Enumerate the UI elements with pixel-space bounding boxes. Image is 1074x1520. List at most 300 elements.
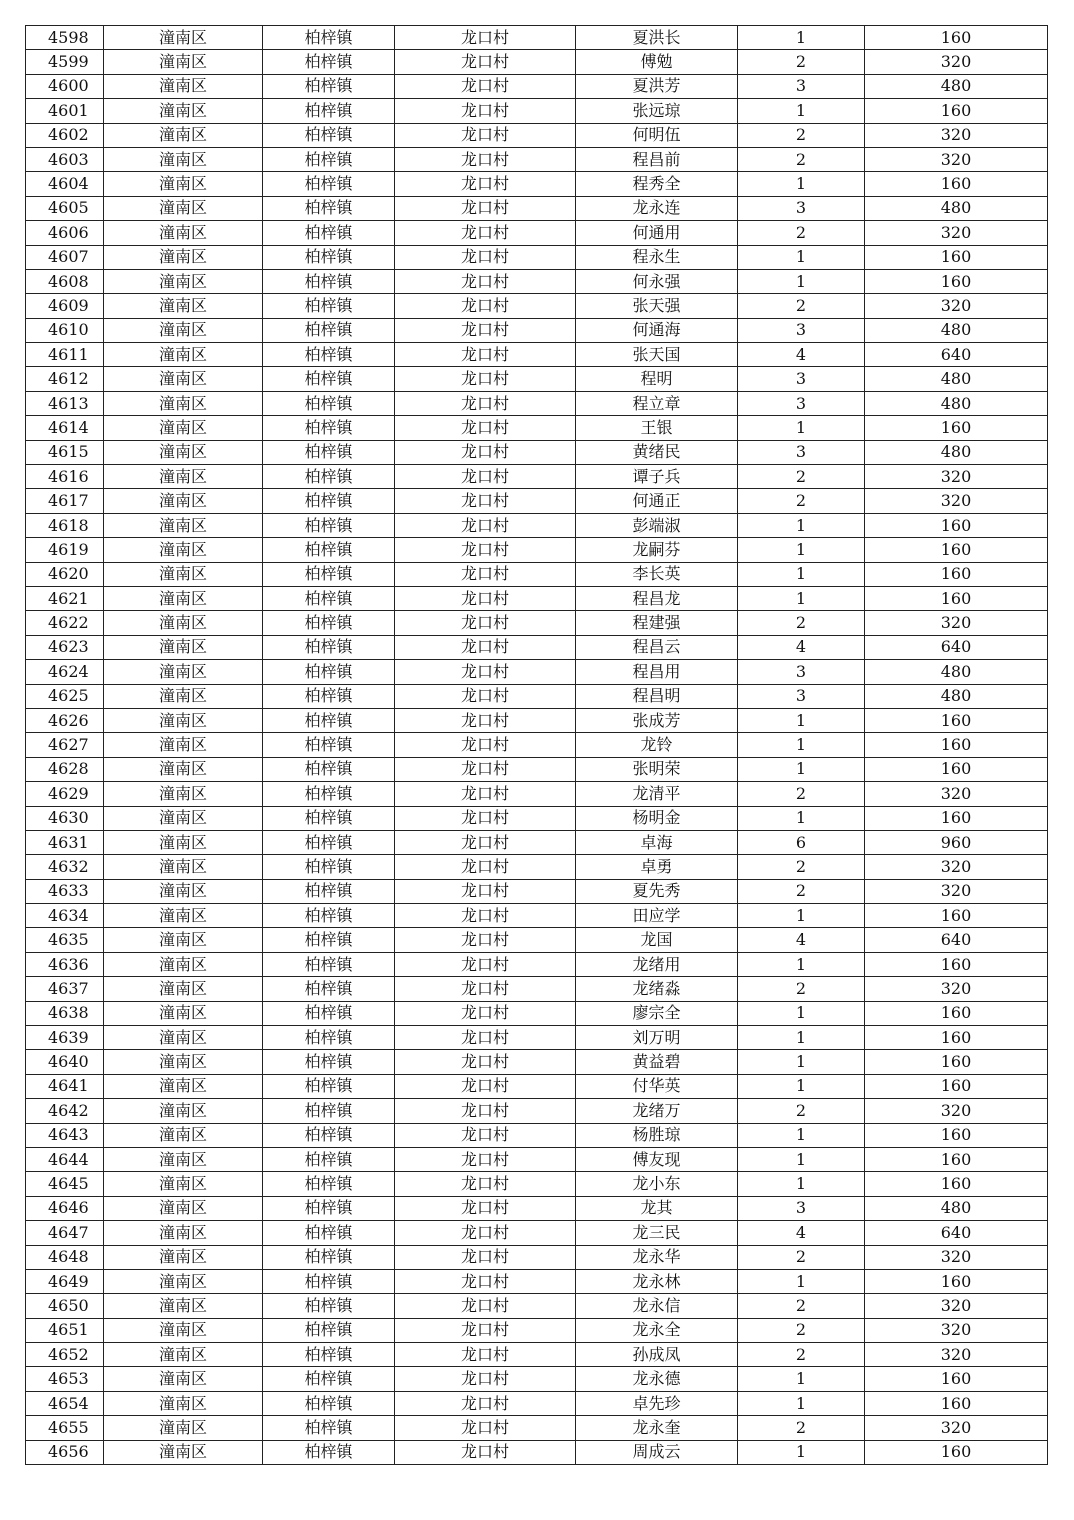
cell-town: 柏梓镇 xyxy=(263,562,395,586)
cell-count: 1 xyxy=(738,1269,865,1293)
table-row xyxy=(26,465,1048,489)
cell-town: 柏梓镇 xyxy=(263,806,395,830)
cell-name: 付华英 xyxy=(576,1074,738,1098)
cell-count: 1 xyxy=(738,1123,865,1147)
table-row xyxy=(26,221,1048,245)
cell-count: 2 xyxy=(738,147,865,171)
cell-town: 柏梓镇 xyxy=(263,465,395,489)
cell-id: 4639 xyxy=(26,1026,104,1050)
cell-count: 2 xyxy=(738,1318,865,1342)
cell-count: 1 xyxy=(738,172,865,196)
cell-district: 潼南区 xyxy=(104,806,263,830)
cell-village: 龙口村 xyxy=(395,1367,576,1391)
table-row xyxy=(26,1416,1048,1440)
cell-town: 柏梓镇 xyxy=(263,757,395,781)
cell-name: 何通海 xyxy=(576,318,738,342)
cell-village: 龙口村 xyxy=(395,1074,576,1098)
cell-id: 4642 xyxy=(26,1099,104,1123)
cell-amount: 320 xyxy=(865,147,1048,171)
cell-amount: 160 xyxy=(865,172,1048,196)
cell-id: 4625 xyxy=(26,684,104,708)
cell-count: 6 xyxy=(738,830,865,854)
cell-name: 程永生 xyxy=(576,245,738,269)
cell-town: 柏梓镇 xyxy=(263,1001,395,1025)
cell-name: 卓先珍 xyxy=(576,1391,738,1415)
cell-id: 4604 xyxy=(26,172,104,196)
cell-amount: 320 xyxy=(865,294,1048,318)
cell-district: 潼南区 xyxy=(104,1367,263,1391)
cell-district: 潼南区 xyxy=(104,635,263,659)
cell-town: 柏梓镇 xyxy=(263,1221,395,1245)
cell-amount: 480 xyxy=(865,367,1048,391)
cell-district: 潼南区 xyxy=(104,952,263,976)
cell-id: 4651 xyxy=(26,1318,104,1342)
cell-town: 柏梓镇 xyxy=(263,708,395,732)
table-row xyxy=(26,1099,1048,1123)
cell-count: 3 xyxy=(738,684,865,708)
cell-amount: 160 xyxy=(865,904,1048,928)
cell-village: 龙口村 xyxy=(395,586,576,610)
table-row xyxy=(26,635,1048,659)
cell-town: 柏梓镇 xyxy=(263,635,395,659)
cell-district: 潼南区 xyxy=(104,1123,263,1147)
cell-id: 4616 xyxy=(26,465,104,489)
cell-id: 4618 xyxy=(26,513,104,537)
cell-count: 2 xyxy=(738,977,865,1001)
cell-id: 4653 xyxy=(26,1367,104,1391)
cell-amount: 160 xyxy=(865,1074,1048,1098)
cell-amount: 160 xyxy=(865,562,1048,586)
cell-name: 龙永信 xyxy=(576,1294,738,1318)
cell-village: 龙口村 xyxy=(395,465,576,489)
cell-village: 龙口村 xyxy=(395,611,576,635)
cell-amount: 160 xyxy=(865,416,1048,440)
cell-district: 潼南区 xyxy=(104,1221,263,1245)
cell-id: 4606 xyxy=(26,221,104,245)
cell-count: 3 xyxy=(738,660,865,684)
cell-district: 潼南区 xyxy=(104,1074,263,1098)
cell-village: 龙口村 xyxy=(395,1172,576,1196)
cell-district: 潼南区 xyxy=(104,1245,263,1269)
table-row xyxy=(26,782,1048,806)
cell-name: 刘万明 xyxy=(576,1026,738,1050)
cell-district: 潼南区 xyxy=(104,1318,263,1342)
cell-count: 2 xyxy=(738,1245,865,1269)
cell-count: 2 xyxy=(738,855,865,879)
cell-amount: 320 xyxy=(865,221,1048,245)
cell-amount: 320 xyxy=(865,977,1048,1001)
cell-amount: 480 xyxy=(865,1196,1048,1220)
cell-village: 龙口村 xyxy=(395,391,576,415)
cell-id: 4631 xyxy=(26,830,104,854)
cell-village: 龙口村 xyxy=(395,416,576,440)
table-row xyxy=(26,1367,1048,1391)
cell-amount: 320 xyxy=(865,1416,1048,1440)
cell-town: 柏梓镇 xyxy=(263,1367,395,1391)
cell-town: 柏梓镇 xyxy=(263,440,395,464)
cell-name: 何永强 xyxy=(576,269,738,293)
cell-name: 廖宗全 xyxy=(576,1001,738,1025)
cell-town: 柏梓镇 xyxy=(263,1294,395,1318)
cell-village: 龙口村 xyxy=(395,562,576,586)
cell-name: 程昌用 xyxy=(576,660,738,684)
cell-amount: 160 xyxy=(865,1172,1048,1196)
cell-count: 3 xyxy=(738,1196,865,1220)
cell-amount: 160 xyxy=(865,1269,1048,1293)
cell-town: 柏梓镇 xyxy=(263,343,395,367)
cell-village: 龙口村 xyxy=(395,1001,576,1025)
cell-name: 龙永华 xyxy=(576,1245,738,1269)
cell-district: 潼南区 xyxy=(104,830,263,854)
cell-id: 4640 xyxy=(26,1050,104,1074)
cell-district: 潼南区 xyxy=(104,26,263,50)
cell-village: 龙口村 xyxy=(395,635,576,659)
cell-district: 潼南区 xyxy=(104,904,263,928)
table-row xyxy=(26,855,1048,879)
cell-amount: 160 xyxy=(865,1147,1048,1171)
table-row xyxy=(26,1343,1048,1367)
cell-count: 1 xyxy=(738,806,865,830)
cell-village: 龙口村 xyxy=(395,1416,576,1440)
cell-village: 龙口村 xyxy=(395,1147,576,1171)
cell-name: 何通用 xyxy=(576,221,738,245)
table-row xyxy=(26,1440,1048,1464)
cell-amount: 480 xyxy=(865,660,1048,684)
cell-district: 潼南区 xyxy=(104,708,263,732)
cell-town: 柏梓镇 xyxy=(263,416,395,440)
cell-district: 潼南区 xyxy=(104,269,263,293)
cell-id: 4609 xyxy=(26,294,104,318)
table-row xyxy=(26,928,1048,952)
table-row xyxy=(26,74,1048,98)
cell-name: 张明荣 xyxy=(576,757,738,781)
cell-name: 谭子兵 xyxy=(576,465,738,489)
cell-village: 龙口村 xyxy=(395,172,576,196)
cell-town: 柏梓镇 xyxy=(263,294,395,318)
cell-town: 柏梓镇 xyxy=(263,952,395,976)
cell-village: 龙口村 xyxy=(395,1245,576,1269)
cell-count: 1 xyxy=(738,1172,865,1196)
cell-town: 柏梓镇 xyxy=(263,1196,395,1220)
cell-town: 柏梓镇 xyxy=(263,1099,395,1123)
cell-village: 龙口村 xyxy=(395,1026,576,1050)
cell-amount: 320 xyxy=(865,611,1048,635)
cell-count: 1 xyxy=(738,1026,865,1050)
cell-town: 柏梓镇 xyxy=(263,99,395,123)
cell-district: 潼南区 xyxy=(104,684,263,708)
cell-id: 4637 xyxy=(26,977,104,1001)
cell-name: 杨明金 xyxy=(576,806,738,830)
cell-amount: 160 xyxy=(865,708,1048,732)
cell-amount: 320 xyxy=(865,1099,1048,1123)
cell-count: 2 xyxy=(738,294,865,318)
cell-town: 柏梓镇 xyxy=(263,879,395,903)
cell-id: 4638 xyxy=(26,1001,104,1025)
cell-district: 潼南区 xyxy=(104,855,263,879)
cell-amount: 160 xyxy=(865,1440,1048,1464)
table-row xyxy=(26,269,1048,293)
cell-district: 潼南区 xyxy=(104,123,263,147)
cell-id: 4652 xyxy=(26,1343,104,1367)
table-row xyxy=(26,684,1048,708)
cell-town: 柏梓镇 xyxy=(263,221,395,245)
cell-village: 龙口村 xyxy=(395,147,576,171)
cell-name: 程昌龙 xyxy=(576,586,738,610)
cell-name: 傅勉 xyxy=(576,50,738,74)
cell-amount: 320 xyxy=(865,123,1048,147)
cell-count: 2 xyxy=(738,782,865,806)
cell-id: 4645 xyxy=(26,1172,104,1196)
cell-village: 龙口村 xyxy=(395,74,576,98)
table-row xyxy=(26,1123,1048,1147)
cell-amount: 320 xyxy=(865,1294,1048,1318)
cell-amount: 160 xyxy=(865,1050,1048,1074)
cell-village: 龙口村 xyxy=(395,538,576,562)
cell-town: 柏梓镇 xyxy=(263,782,395,806)
cell-amount: 320 xyxy=(865,1318,1048,1342)
cell-district: 潼南区 xyxy=(104,172,263,196)
cell-id: 4598 xyxy=(26,26,104,50)
cell-id: 4648 xyxy=(26,1245,104,1269)
cell-town: 柏梓镇 xyxy=(263,172,395,196)
cell-district: 潼南区 xyxy=(104,879,263,903)
table-row xyxy=(26,1294,1048,1318)
cell-district: 潼南区 xyxy=(104,367,263,391)
cell-amount: 320 xyxy=(865,465,1048,489)
table-row xyxy=(26,147,1048,171)
cell-village: 龙口村 xyxy=(395,123,576,147)
cell-id: 4656 xyxy=(26,1440,104,1464)
cell-amount: 480 xyxy=(865,74,1048,98)
cell-district: 潼南区 xyxy=(104,391,263,415)
cell-name: 卓海 xyxy=(576,830,738,854)
cell-town: 柏梓镇 xyxy=(263,245,395,269)
cell-village: 龙口村 xyxy=(395,708,576,732)
cell-count: 1 xyxy=(738,269,865,293)
table-body xyxy=(26,26,1048,1465)
cell-count: 2 xyxy=(738,1294,865,1318)
cell-amount: 160 xyxy=(865,26,1048,50)
cell-district: 潼南区 xyxy=(104,586,263,610)
cell-id: 4629 xyxy=(26,782,104,806)
table-row xyxy=(26,733,1048,757)
cell-id: 4650 xyxy=(26,1294,104,1318)
table-row xyxy=(26,1172,1048,1196)
cell-id: 4626 xyxy=(26,708,104,732)
cell-district: 潼南区 xyxy=(104,1269,263,1293)
table-row xyxy=(26,586,1048,610)
cell-id: 4649 xyxy=(26,1269,104,1293)
table-row xyxy=(26,245,1048,269)
cell-id: 4622 xyxy=(26,611,104,635)
cell-village: 龙口村 xyxy=(395,977,576,1001)
cell-id: 4617 xyxy=(26,489,104,513)
cell-district: 潼南区 xyxy=(104,221,263,245)
cell-id: 4605 xyxy=(26,196,104,220)
cell-village: 龙口村 xyxy=(395,757,576,781)
cell-village: 龙口村 xyxy=(395,806,576,830)
cell-district: 潼南区 xyxy=(104,1001,263,1025)
table-row xyxy=(26,904,1048,928)
cell-count: 1 xyxy=(738,1440,865,1464)
cell-count: 4 xyxy=(738,928,865,952)
cell-amount: 160 xyxy=(865,1026,1048,1050)
cell-name: 龙其 xyxy=(576,1196,738,1220)
cell-amount: 160 xyxy=(865,586,1048,610)
cell-id: 4644 xyxy=(26,1147,104,1171)
cell-town: 柏梓镇 xyxy=(263,611,395,635)
cell-district: 潼南区 xyxy=(104,977,263,1001)
cell-village: 龙口村 xyxy=(395,318,576,342)
cell-count: 1 xyxy=(738,1367,865,1391)
table-row xyxy=(26,416,1048,440)
cell-count: 1 xyxy=(738,245,865,269)
cell-village: 龙口村 xyxy=(395,343,576,367)
cell-district: 潼南区 xyxy=(104,1172,263,1196)
cell-amount: 960 xyxy=(865,830,1048,854)
table-row xyxy=(26,26,1048,50)
cell-town: 柏梓镇 xyxy=(263,1147,395,1171)
cell-district: 潼南区 xyxy=(104,416,263,440)
cell-count: 2 xyxy=(738,1343,865,1367)
table-row xyxy=(26,123,1048,147)
cell-town: 柏梓镇 xyxy=(263,269,395,293)
cell-amount: 160 xyxy=(865,1001,1048,1025)
cell-district: 潼南区 xyxy=(104,489,263,513)
table-row xyxy=(26,562,1048,586)
cell-district: 潼南区 xyxy=(104,465,263,489)
cell-id: 4633 xyxy=(26,879,104,903)
cell-count: 1 xyxy=(738,1074,865,1098)
cell-count: 1 xyxy=(738,1147,865,1171)
cell-name: 程明 xyxy=(576,367,738,391)
cell-town: 柏梓镇 xyxy=(263,1026,395,1050)
cell-amount: 160 xyxy=(865,757,1048,781)
cell-town: 柏梓镇 xyxy=(263,733,395,757)
cell-name: 龙永林 xyxy=(576,1269,738,1293)
cell-name: 张天强 xyxy=(576,294,738,318)
cell-count: 4 xyxy=(738,635,865,659)
cell-id: 4636 xyxy=(26,952,104,976)
cell-id: 4619 xyxy=(26,538,104,562)
cell-amount: 160 xyxy=(865,99,1048,123)
cell-town: 柏梓镇 xyxy=(263,318,395,342)
cell-district: 潼南区 xyxy=(104,782,263,806)
table-row xyxy=(26,1245,1048,1269)
cell-id: 4608 xyxy=(26,269,104,293)
cell-amount: 320 xyxy=(865,782,1048,806)
cell-count: 1 xyxy=(738,1001,865,1025)
table-row xyxy=(26,489,1048,513)
cell-village: 龙口村 xyxy=(395,196,576,220)
cell-village: 龙口村 xyxy=(395,367,576,391)
cell-amount: 640 xyxy=(865,928,1048,952)
cell-district: 潼南区 xyxy=(104,733,263,757)
cell-amount: 160 xyxy=(865,952,1048,976)
cell-amount: 160 xyxy=(865,245,1048,269)
cell-village: 龙口村 xyxy=(395,904,576,928)
table-row xyxy=(26,977,1048,1001)
cell-village: 龙口村 xyxy=(395,294,576,318)
cell-count: 4 xyxy=(738,343,865,367)
table-row xyxy=(26,611,1048,635)
cell-name: 彭端淑 xyxy=(576,513,738,537)
cell-name: 龙永连 xyxy=(576,196,738,220)
cell-id: 4602 xyxy=(26,123,104,147)
cell-amount: 480 xyxy=(865,440,1048,464)
cell-count: 4 xyxy=(738,1221,865,1245)
cell-name: 龙永德 xyxy=(576,1367,738,1391)
cell-count: 1 xyxy=(738,416,865,440)
cell-village: 龙口村 xyxy=(395,221,576,245)
table-row xyxy=(26,879,1048,903)
cell-name: 卓勇 xyxy=(576,855,738,879)
cell-amount: 160 xyxy=(865,806,1048,830)
cell-name: 黄益碧 xyxy=(576,1050,738,1074)
cell-district: 潼南区 xyxy=(104,562,263,586)
cell-id: 4612 xyxy=(26,367,104,391)
cell-count: 3 xyxy=(738,391,865,415)
cell-village: 龙口村 xyxy=(395,440,576,464)
table-row xyxy=(26,952,1048,976)
table-row xyxy=(26,1391,1048,1415)
cell-amount: 320 xyxy=(865,1343,1048,1367)
cell-town: 柏梓镇 xyxy=(263,1074,395,1098)
cell-district: 潼南区 xyxy=(104,1416,263,1440)
cell-town: 柏梓镇 xyxy=(263,391,395,415)
cell-town: 柏梓镇 xyxy=(263,196,395,220)
cell-district: 潼南区 xyxy=(104,1026,263,1050)
cell-name: 傅友现 xyxy=(576,1147,738,1171)
cell-town: 柏梓镇 xyxy=(263,684,395,708)
cell-district: 潼南区 xyxy=(104,99,263,123)
cell-count: 1 xyxy=(738,538,865,562)
cell-count: 1 xyxy=(738,904,865,928)
cell-town: 柏梓镇 xyxy=(263,1269,395,1293)
cell-amount: 640 xyxy=(865,1221,1048,1245)
cell-amount: 160 xyxy=(865,513,1048,537)
cell-name: 黄绪民 xyxy=(576,440,738,464)
cell-village: 龙口村 xyxy=(395,1221,576,1245)
cell-district: 潼南区 xyxy=(104,1391,263,1415)
cell-village: 龙口村 xyxy=(395,1123,576,1147)
table-row xyxy=(26,1221,1048,1245)
table-row xyxy=(26,1318,1048,1342)
cell-village: 龙口村 xyxy=(395,660,576,684)
cell-village: 龙口村 xyxy=(395,1050,576,1074)
cell-name: 李长英 xyxy=(576,562,738,586)
cell-town: 柏梓镇 xyxy=(263,1343,395,1367)
cell-name: 龙清平 xyxy=(576,782,738,806)
cell-district: 潼南区 xyxy=(104,611,263,635)
cell-id: 4623 xyxy=(26,635,104,659)
cell-id: 4613 xyxy=(26,391,104,415)
cell-id: 4634 xyxy=(26,904,104,928)
cell-count: 2 xyxy=(738,465,865,489)
cell-village: 龙口村 xyxy=(395,684,576,708)
cell-district: 潼南区 xyxy=(104,538,263,562)
cell-id: 4624 xyxy=(26,660,104,684)
cell-amount: 320 xyxy=(865,855,1048,879)
cell-town: 柏梓镇 xyxy=(263,1440,395,1464)
cell-amount: 320 xyxy=(865,879,1048,903)
cell-id: 4621 xyxy=(26,586,104,610)
cell-name: 龙嗣芬 xyxy=(576,538,738,562)
table-row xyxy=(26,1147,1048,1171)
cell-id: 4635 xyxy=(26,928,104,952)
cell-count: 1 xyxy=(738,26,865,50)
cell-district: 潼南区 xyxy=(104,1343,263,1367)
